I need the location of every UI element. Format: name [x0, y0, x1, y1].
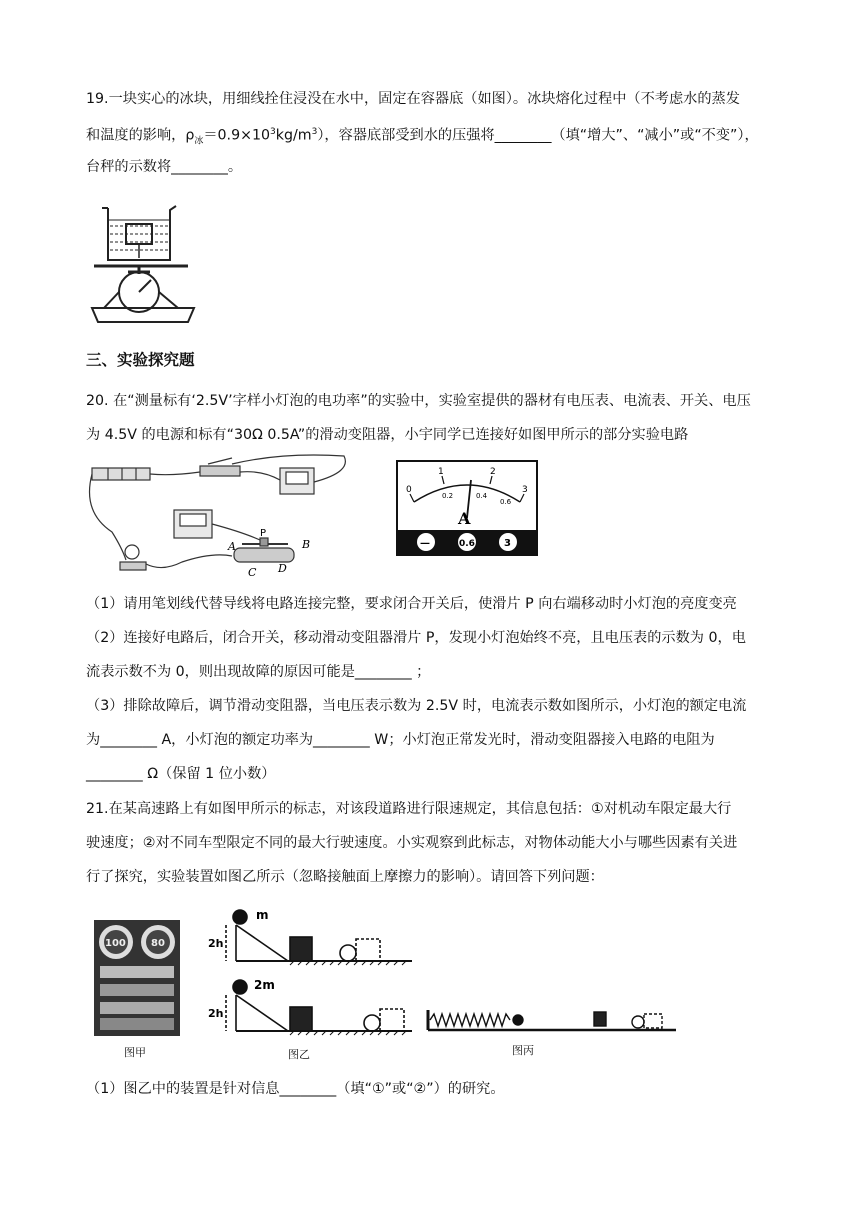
section-title: 三、实验探究题 [86, 351, 195, 369]
q19-sup2: 3 [311, 127, 318, 137]
q19-line2 [86, 122, 759, 152]
q20-part3-line2: 为________ A，小灯泡的额定功率为________ W；小灯泡正常发光时，滑动变阻器接入电路的电阻为 [86, 732, 715, 748]
scale-bottom-1: 0.2 [442, 492, 454, 500]
terminal-06: 0.6 [459, 539, 475, 549]
label-B: B [302, 538, 311, 551]
scale-top-0: 0 [406, 485, 412, 495]
q19-sub: 冰 [194, 136, 204, 147]
scale-top-3: 3 [522, 485, 528, 495]
label-P: P [260, 528, 267, 539]
circuit-figure [82, 452, 372, 584]
q19-sup: 3 [270, 127, 276, 137]
q19-line2-mid: ＝0.9×10 [203, 127, 271, 144]
label-mass-m: m [256, 908, 269, 922]
sign-speed-80: 80 [151, 938, 165, 949]
q20-line1: 20. 在“测量标有‘2.5V’字样小灯泡的电功率”的实验中，实验室提供的器材有电压表、电流表、开关、电压 [86, 393, 751, 409]
scale-top-1: 1 [438, 467, 444, 477]
caption-yi: 图乙 [288, 1048, 310, 1061]
speed-sign-figure [94, 920, 182, 1036]
sign-speed-100: 100 [105, 938, 126, 949]
label-height-2: 2h [208, 1007, 224, 1020]
spring-experiment-figure [426, 1006, 678, 1036]
q19-line2-post: kg/m [275, 127, 312, 144]
label-mass-2m: 2m [254, 978, 275, 992]
q20-part2-line2: 流表示数不为 0，则出现故障的原因可能是________ ； [86, 664, 431, 680]
ammeter-dial-figure [396, 460, 538, 556]
q19-line2-end: ），容器底部受到水的压强将________（填“增大”、“减小”或“不变”）， [317, 127, 759, 144]
ammeter-unit: A [458, 509, 471, 528]
q20-line2: 为 4.5V 的电源和标有“30Ω 0.5A”的滑动变阻器，小宇同学已连接好如图甲所示的部分实验电路 [86, 427, 689, 443]
q21-line3: 行了探究，实验装置如图乙所示（忽略接触面上摩擦力的影响）。请回答下列问题： [86, 869, 604, 885]
q20-part3-line3: ________ Ω（保留 1 位小数） [86, 766, 276, 782]
terminal-neg: — [420, 538, 430, 549]
terminal-3: 3 [504, 538, 511, 549]
q20-part2-line1: （2）连接好电路后，闭合开关，移动滑动变阻器滑片 P，发现小灯泡始终不亮，且电压表的示数为 0，电 [86, 630, 746, 646]
scale-bottom-2: 0.4 [476, 492, 488, 500]
ramp-experiment-figure [206, 905, 418, 1045]
q19-line3: 台秤的示数将________。 [86, 159, 243, 175]
label-A: A [228, 540, 236, 553]
scale-top-2: 2 [490, 467, 496, 477]
q20-part1: （1）请用笔划线代替导线将电路连接完整，要求闭合开关后，使滑片 P 向右端移动时小灯泡的亮度变亮 [86, 596, 737, 612]
scale-bottom-3: 0.6 [500, 498, 512, 506]
q20-part3-line1: （3）排除故障后，调节滑动变阻器，当电压表示数为 2.5V 时，电流表示数如图所示，小灯泡的额定电流 [86, 698, 747, 714]
caption-jia: 图甲 [124, 1046, 146, 1059]
q21-line2: 驶速度；②对不同车型限定不同的最大行驶速度。小实观察到此标志，对物体动能大小与哪些因素有关进 [86, 835, 738, 851]
label-C: C [248, 566, 257, 579]
q21-line1: 21.在某高速路上有如图甲所示的标志，对该段道路进行限速规定，其信息包括：①对机动车限定最大行 [86, 801, 732, 817]
label-D: D [278, 562, 287, 575]
caption-bing: 图丙 [512, 1044, 534, 1057]
beaker-scale-figure [88, 200, 198, 328]
q19-line1: 19.一块实心的冰块，用细线拴住浸没在水中，固定在容器底（如图）。冰块熔化过程中（不考虑水的蒸发 [86, 91, 740, 107]
q19-line2-pre: 和温度的影响，ρ [86, 127, 195, 144]
q21-part1: （1）图乙中的装置是针对信息________（填“①”或“②”）的研究。 [86, 1081, 505, 1097]
label-height-1: 2h [208, 937, 224, 950]
